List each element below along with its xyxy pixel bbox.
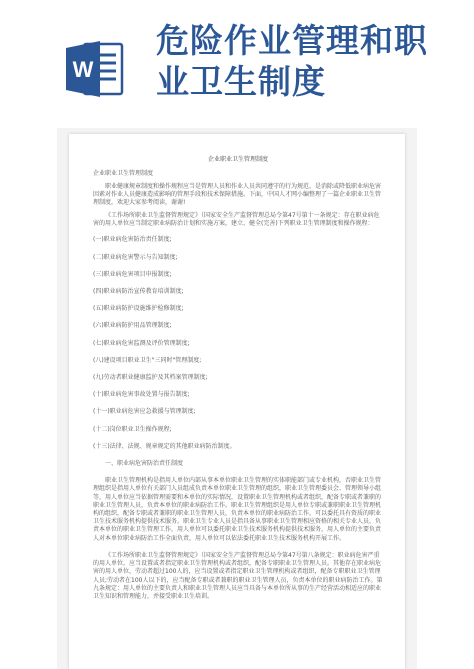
- doc-list-item: (十一)职业病危害应急救援与管理制度;: [93, 408, 196, 416]
- document-heading: 企业职业卫生管理制度: [207, 156, 268, 163]
- doc-list-item: (六)职业病防护用品管理制度;: [93, 322, 172, 330]
- doc-paragraph: 职业卫生管理机构是指用人单位内部从事本单位职业卫生管理的实体职能部门或专业机构，否职业卫生管理组织是指用人单位有关部门人员组成负责本单位职业卫生管理的组织，职业卫生管理委员会、管理领导小组等，用人单位应当依据管理需要和本单位的实际情况，设置职业卫生管理机构或者组织，配备专职或者兼职的职业卫生管理人员，负责本单位的职业病防治工作。职业卫生管理组织是用人单位专职或兼职职业卫生管理机构的组织，配备专职或者兼职的职业卫生管理人员，负责本单位的职业病防治工作，可以委托具有资质的职业卫生技术服务机构提供技术服务。职业卫生专业人员是指具备从事职业卫生管理相应资格的相关专业人员，负责本单位的职业卫生管理工作，用人单位可以委托职业卫生技术服务机构提供技术服务，用人单位的主要负责人对本单位职业病防治工作全面负责，用人单位可以依法委托职业卫生技术服务机构开展工作。: [93, 477, 382, 542]
- doc-list-item: (九)劳动者职业健康监护及其档案管理制度;: [93, 374, 208, 382]
- doc-list-item: (八)建设项目职业卫生"三同时"管理制度;: [93, 356, 202, 364]
- document-page: [69, 134, 405, 669]
- document-body: [93, 156, 383, 606]
- word-document-icon: [64, 38, 126, 100]
- doc-list-item: (十)职业病危害事故处置与报告制度;: [93, 391, 190, 399]
- document-preview: [57, 128, 417, 669]
- svg-text:W: W: [72, 57, 94, 82]
- doc-list-item: (二)职业病危害警示与告知制度;: [93, 253, 178, 261]
- doc-list-item: (一)职业病危害防治责任制度;: [93, 236, 172, 244]
- doc-paragraph: 企业职业卫生管理制度: [93, 170, 154, 178]
- doc-list-item: (十三)法律、法规、规章规定的其他职业病防治制度。: [93, 442, 236, 450]
- header-banner: [0, 0, 474, 128]
- doc-list-item: (十二)岗位职业卫生操作规程;: [93, 425, 172, 433]
- page-title: 危险作业管理和职业卫生制度: [156, 21, 428, 101]
- doc-paragraph: 职业健康规章制度和操作规程应当是管理人员和作业人员共同遵守的行为规范，是消除或降低职业病危害因素对作业人员健康造成影响的管理手段和技术保障措施。下面，中国人才网小编整理了一篇企业职业卫生管理制度，欢迎大家参考阅读，谢谢!: [93, 182, 382, 207]
- doc-list-item: (三)职业病危害项目申报制度;: [93, 270, 172, 278]
- doc-list-item: (四)职业病防治宣传教育培训制度;: [93, 288, 184, 296]
- doc-paragraph: 《工作场所职业卫生监督管理规定》（国家安全生产监督管理总局令第47号第十一条规定：存在职业病危害的用人单位应当制定职业病防治计划和实施方案，建立、健全(完善)下列职业卫生管理制度和操作规程：: [93, 212, 380, 228]
- doc-list-item: (五)职业病防护设施维护检修制度;: [93, 305, 184, 313]
- doc-list-item: (七)职业病危害监测及评价管理制度;: [93, 339, 190, 347]
- doc-paragraph: 《工作场所职业卫生监督管理规定》（国家安全生产监督管理总局令第47号第八条规定：职业病危害严重的用人单位，应当设置或者指定职业卫生管理机构或者组织，配备专职职业卫生管理人员。其他存在职业病危害的用人单位，劳动者超过100人的，应当设置或者指定职业卫生管理机构或者组织，配备专职职业卫生管理人员;劳动者在100人以下的，应当配备专职或者兼职的职业卫生管理人员，负责本单位的职业病防治工作。第九条规定：用人单位的主要负责人和职业卫生管理人员应当具备与本单位所从事的生产经营活动相适应的职业卫生知识和管理能力，并接受职业卫生培训。: [93, 551, 383, 600]
- doc-section-title: 一、职业病危害防治责任制度: [105, 460, 184, 468]
